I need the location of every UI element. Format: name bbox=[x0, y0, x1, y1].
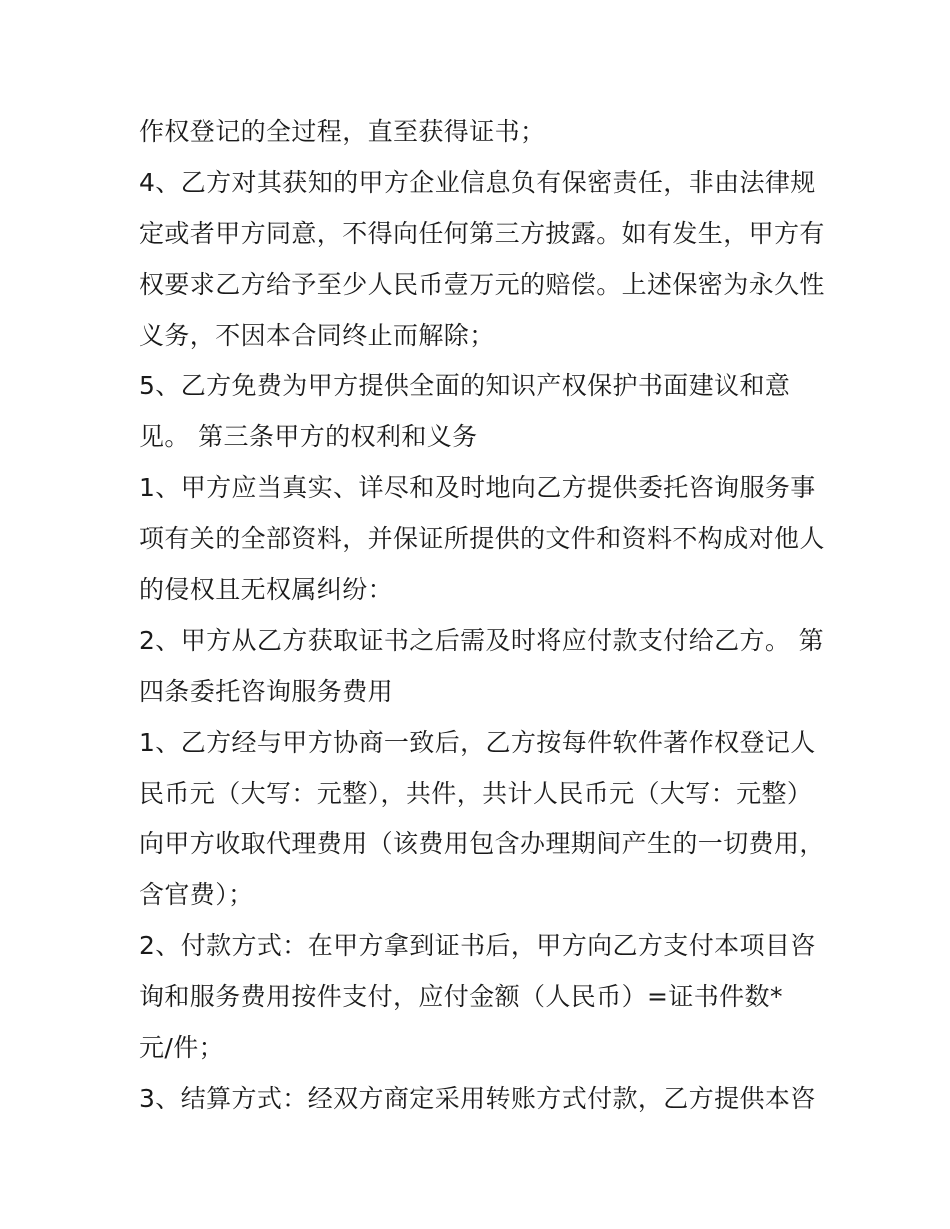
text-line: 4、乙方对其获知的甲方企业信息负有保密责任，非由法律规 bbox=[139, 167, 816, 197]
text-line: 2、甲方从乙方获取证书之后需及时将应付款支付给乙方。 第 bbox=[139, 625, 825, 655]
text-line: 义务，不因本合同终止而解除； bbox=[139, 320, 495, 350]
text-line: 定或者甲方同意，不得向任何第三方披露。如有发生，甲方有 bbox=[139, 218, 825, 248]
text-line: 的侵权且无权属纠纷： bbox=[139, 575, 394, 605]
text-line: 2、付款方式：在甲方拿到证书后，甲方向乙方支付本项目咨 bbox=[139, 931, 816, 961]
text-line: 四条委托咨询服务费用 bbox=[139, 676, 394, 706]
text-line: 见。 第三条甲方的权利和义务 bbox=[139, 422, 478, 452]
text-line: 元/件； bbox=[139, 1033, 225, 1063]
text-line: 1、乙方经与甲方协商一致后，乙方按每件软件著作权登记人 bbox=[139, 727, 816, 757]
text-line: 含官费）； bbox=[139, 880, 254, 910]
text-line: 权要求乙方给予至少人民币壹万元的赔偿。上述保密为永久性 bbox=[139, 269, 825, 299]
text-line: 项有关的全部资料，并保证所提供的文件和资料不构成对他人 bbox=[139, 524, 825, 554]
text-line: 询和服务费用按件支付，应付金额（人民币）=证书件数* bbox=[139, 982, 783, 1012]
document-body bbox=[139, 107, 829, 1125]
text-line: 3、结算方式：经双方商定采用转账方式付款，乙方提供本咨 bbox=[139, 1083, 816, 1113]
text-line: 民币元（大写：元整），共件，共计人民币元（大写：元整） bbox=[139, 778, 813, 808]
text-line: 向甲方收取代理费用（该费用包含办理期间产生的一切费用， bbox=[139, 829, 825, 859]
text-line: 5、乙方免费为甲方提供全面的知识产权保护书面建议和意 bbox=[139, 371, 791, 401]
text-line: 作权登记的全过程，直至获得证书； bbox=[139, 117, 546, 146]
text-line: 1、甲方应当真实、详尽和及时地向乙方提供委托咨询服务事 bbox=[139, 473, 816, 503]
